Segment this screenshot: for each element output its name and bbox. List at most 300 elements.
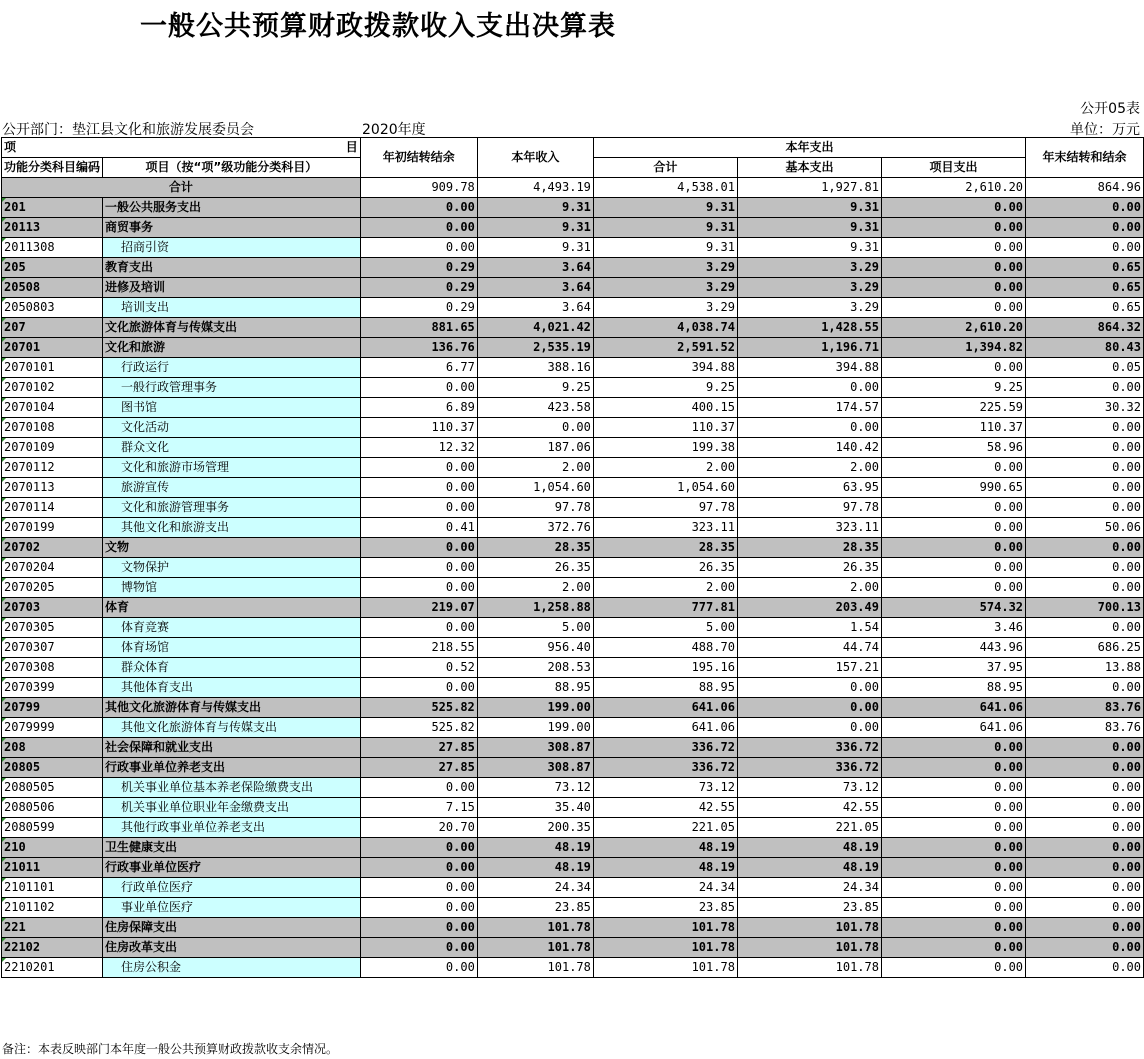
- row-closing: 50.06: [1026, 518, 1144, 538]
- row-total: 26.35: [593, 558, 737, 578]
- row-project: 110.37: [881, 418, 1025, 438]
- row-project: 574.32: [881, 598, 1025, 618]
- row-closing: 0.00: [1026, 898, 1144, 918]
- row-total: 3.29: [593, 298, 737, 318]
- row-name: 体育场馆: [103, 638, 361, 658]
- table-row: [2, 238, 1144, 258]
- row-code: 2080506: [2, 798, 103, 818]
- row-income: 9.25: [477, 378, 593, 398]
- row-opening: 12.32: [360, 438, 477, 458]
- row-opening: 27.85: [360, 738, 477, 758]
- row-opening: 6.89: [360, 398, 477, 418]
- table-row: [2, 578, 1144, 598]
- row-project: 225.59: [881, 398, 1025, 418]
- row-name: 商贸事务: [103, 218, 361, 238]
- row-name: 培训支出: [103, 298, 361, 318]
- table-row: [2, 338, 1144, 358]
- row-project: 0.00: [881, 238, 1025, 258]
- row-income: 3.64: [477, 298, 593, 318]
- row-code: 2070114: [2, 498, 103, 518]
- row-total: 221.05: [593, 818, 737, 838]
- row-name: 群众文化: [103, 438, 361, 458]
- row-basic: 101.78: [737, 918, 881, 938]
- row-name: 文化和旅游管理事务: [103, 498, 361, 518]
- row-code: 20799: [2, 698, 103, 718]
- row-basic: 1.54: [737, 618, 881, 638]
- row-project: 0.00: [881, 858, 1025, 878]
- header-total: 合计: [593, 158, 737, 178]
- row-closing: 83.76: [1026, 718, 1144, 738]
- table-row: [2, 318, 1144, 338]
- table-row: [2, 798, 1144, 818]
- row-income: 3.64: [477, 278, 593, 298]
- row-total: 336.72: [593, 738, 737, 758]
- row-closing: 700.13: [1026, 598, 1144, 618]
- row-name: 其他文化旅游体育与传媒支出: [103, 718, 361, 738]
- row-opening: 0.52: [360, 658, 477, 678]
- row-opening: 0.00: [360, 198, 477, 218]
- row-project: 0.00: [881, 898, 1025, 918]
- table-row: [2, 838, 1144, 858]
- header-expense-group: 本年支出: [593, 138, 1025, 158]
- row-project: 0.00: [881, 838, 1025, 858]
- row-income: 308.87: [477, 738, 593, 758]
- row-code: 2070109: [2, 438, 103, 458]
- row-basic: 323.11: [737, 518, 881, 538]
- row-code: 2070205: [2, 578, 103, 598]
- row-name: 社会保障和就业支出: [103, 738, 361, 758]
- table-row: [2, 598, 1144, 618]
- row-code: 2080505: [2, 778, 103, 798]
- row-code: 2070102: [2, 378, 103, 398]
- row-code: 2070101: [2, 358, 103, 378]
- row-opening: 0.00: [360, 458, 477, 478]
- total-row: [2, 178, 1144, 198]
- footnote: 备注：本表反映部门本年度一般公共预算财政拨款收支余情况。: [2, 1042, 339, 1056]
- row-project: 0.00: [881, 778, 1025, 798]
- row-total: 48.19: [593, 858, 737, 878]
- row-name: 文化和旅游市场管理: [103, 458, 361, 478]
- table-body: [2, 178, 1144, 978]
- row-opening: 0.00: [360, 538, 477, 558]
- row-code: 2070308: [2, 658, 103, 678]
- row-name: 行政运行: [103, 358, 361, 378]
- row-name: 行政单位医疗: [103, 878, 361, 898]
- row-project: 0.00: [881, 278, 1025, 298]
- row-basic: 0.00: [737, 678, 881, 698]
- table-row: [2, 618, 1144, 638]
- row-code: 2011308: [2, 238, 103, 258]
- row-code: 210: [2, 838, 103, 858]
- table-row: [2, 818, 1144, 838]
- row-opening: 0.00: [360, 218, 477, 238]
- row-name: 文化和旅游: [103, 338, 361, 358]
- row-closing: 0.00: [1026, 478, 1144, 498]
- table-row: [2, 678, 1144, 698]
- row-basic: 336.72: [737, 738, 881, 758]
- table-row: [2, 518, 1144, 538]
- row-basic: 0.00: [737, 378, 881, 398]
- row-income: 101.78: [477, 958, 593, 978]
- row-basic: 2.00: [737, 578, 881, 598]
- row-code: 2070204: [2, 558, 103, 578]
- row-income: 101.78: [477, 918, 593, 938]
- row-closing: 0.00: [1026, 198, 1144, 218]
- row-opening: 0.00: [360, 858, 477, 878]
- row-code: 20702: [2, 538, 103, 558]
- row-name: 一般公共服务支出: [103, 198, 361, 218]
- unit-label: 单位：万元: [1070, 122, 1140, 138]
- row-basic: 3.29: [737, 258, 881, 278]
- row-basic: 97.78: [737, 498, 881, 518]
- row-basic: 174.57: [737, 398, 881, 418]
- row-name: 群众体育: [103, 658, 361, 678]
- row-total: 3.29: [593, 278, 737, 298]
- row-code: 2070199: [2, 518, 103, 538]
- row-closing: 864.32: [1026, 318, 1144, 338]
- row-code: 2070305: [2, 618, 103, 638]
- row-opening: 0.29: [360, 278, 477, 298]
- row-total: 48.19: [593, 838, 737, 858]
- row-closing: 0.65: [1026, 298, 1144, 318]
- row-income: 2,535.19: [477, 338, 593, 358]
- row-basic: 48.19: [737, 858, 881, 878]
- header-item: [2, 138, 361, 158]
- row-income: 200.35: [477, 818, 593, 838]
- row-total: 777.81: [593, 598, 737, 618]
- row-code: 221: [2, 918, 103, 938]
- row-basic: 42.55: [737, 798, 881, 818]
- row-code: 20805: [2, 758, 103, 778]
- row-closing: 0.65: [1026, 258, 1144, 278]
- table-row: [2, 538, 1144, 558]
- row-basic: 44.74: [737, 638, 881, 658]
- row-total: 110.37: [593, 418, 737, 438]
- row-basic: 24.34: [737, 878, 881, 898]
- row-name: 其他文化旅游体育与传媒支出: [103, 698, 361, 718]
- row-income: 0.00: [477, 418, 593, 438]
- row-name: 文物保护: [103, 558, 361, 578]
- row-name: 其他体育支出: [103, 678, 361, 698]
- table-row: [2, 258, 1144, 278]
- total-project: 2,610.20: [881, 178, 1025, 198]
- row-project: 3.46: [881, 618, 1025, 638]
- row-name: 教育支出: [103, 258, 361, 278]
- header-basic: 基本支出: [737, 158, 881, 178]
- budget-table: [1, 137, 1144, 978]
- row-project: 990.65: [881, 478, 1025, 498]
- row-opening: 525.82: [360, 718, 477, 738]
- row-total: 195.16: [593, 658, 737, 678]
- row-name: 事业单位医疗: [103, 898, 361, 918]
- table-row: [2, 378, 1144, 398]
- row-opening: 110.37: [360, 418, 477, 438]
- row-basic: 0.00: [737, 698, 881, 718]
- row-basic: 48.19: [737, 838, 881, 858]
- row-name: 文化活动: [103, 418, 361, 438]
- row-closing: 0.00: [1026, 438, 1144, 458]
- row-code: 2070108: [2, 418, 103, 438]
- row-project: 0.00: [881, 798, 1025, 818]
- row-closing: 0.00: [1026, 778, 1144, 798]
- row-code: 2070307: [2, 638, 103, 658]
- row-income: 28.35: [477, 538, 593, 558]
- row-closing: 0.00: [1026, 918, 1144, 938]
- row-income: 199.00: [477, 718, 593, 738]
- row-project: 88.95: [881, 678, 1025, 698]
- row-opening: 136.76: [360, 338, 477, 358]
- row-opening: 0.41: [360, 518, 477, 538]
- total-income: 4,493.19: [477, 178, 593, 198]
- row-code: 20508: [2, 278, 103, 298]
- row-code: 2101102: [2, 898, 103, 918]
- total-expense: 4,538.01: [593, 178, 737, 198]
- row-total: 2.00: [593, 578, 737, 598]
- row-income: 9.31: [477, 198, 593, 218]
- row-income: 956.40: [477, 638, 593, 658]
- row-closing: 83.76: [1026, 698, 1144, 718]
- table-row: [2, 398, 1144, 418]
- row-name: 其他行政事业单位养老支出: [103, 818, 361, 838]
- row-opening: 0.00: [360, 578, 477, 598]
- row-total: 88.95: [593, 678, 737, 698]
- row-name: 文化旅游体育与传媒支出: [103, 318, 361, 338]
- table-row: [2, 558, 1144, 578]
- row-closing: 0.00: [1026, 838, 1144, 858]
- row-income: 423.58: [477, 398, 593, 418]
- row-total: 323.11: [593, 518, 737, 538]
- row-opening: 218.55: [360, 638, 477, 658]
- header-code: 功能分类科目编码: [2, 158, 103, 178]
- row-code: 2210201: [2, 958, 103, 978]
- row-basic: 9.31: [737, 238, 881, 258]
- row-closing: 30.32: [1026, 398, 1144, 418]
- row-basic: 73.12: [737, 778, 881, 798]
- row-total: 5.00: [593, 618, 737, 638]
- row-code: 2101101: [2, 878, 103, 898]
- row-basic: 3.29: [737, 298, 881, 318]
- row-total: 23.85: [593, 898, 737, 918]
- row-total: 9.25: [593, 378, 737, 398]
- row-project: 2,610.20: [881, 318, 1025, 338]
- row-project: 0.00: [881, 358, 1025, 378]
- row-code: 2050803: [2, 298, 103, 318]
- row-opening: 881.65: [360, 318, 477, 338]
- row-name: 机关事业单位基本养老保险缴费支出: [103, 778, 361, 798]
- row-code: 2070112: [2, 458, 103, 478]
- row-opening: 27.85: [360, 758, 477, 778]
- fiscal-year: 2020年度: [362, 122, 426, 138]
- total-opening: 909.78: [360, 178, 477, 198]
- row-name: 机关事业单位职业年金缴费支出: [103, 798, 361, 818]
- row-total: 2,591.52: [593, 338, 737, 358]
- row-closing: 0.00: [1026, 238, 1144, 258]
- row-name: 体育: [103, 598, 361, 618]
- row-opening: 0.00: [360, 938, 477, 958]
- table-row: [2, 458, 1144, 478]
- row-closing: 0.00: [1026, 818, 1144, 838]
- table-row: [2, 698, 1144, 718]
- table-row: [2, 438, 1144, 458]
- row-opening: 0.00: [360, 878, 477, 898]
- row-name: 行政事业单位养老支出: [103, 758, 361, 778]
- row-income: 3.64: [477, 258, 593, 278]
- row-name: 文物: [103, 538, 361, 558]
- row-project: 0.00: [881, 878, 1025, 898]
- row-basic: 9.31: [737, 198, 881, 218]
- row-closing: 0.00: [1026, 418, 1144, 438]
- row-basic: 394.88: [737, 358, 881, 378]
- table-number: 公开05表: [1080, 101, 1140, 117]
- row-basic: 221.05: [737, 818, 881, 838]
- row-opening: 0.00: [360, 838, 477, 858]
- row-total: 641.06: [593, 718, 737, 738]
- row-income: 308.87: [477, 758, 593, 778]
- row-closing: 0.00: [1026, 498, 1144, 518]
- row-project: 0.00: [881, 958, 1025, 978]
- row-code: 2080599: [2, 818, 103, 838]
- table-row: [2, 758, 1144, 778]
- row-closing: 0.00: [1026, 578, 1144, 598]
- row-project: 443.96: [881, 638, 1025, 658]
- total-closing: 864.96: [1026, 178, 1144, 198]
- table-row: [2, 778, 1144, 798]
- table-row: [2, 938, 1144, 958]
- row-total: 488.70: [593, 638, 737, 658]
- row-income: 372.76: [477, 518, 593, 538]
- row-name: 进修及培训: [103, 278, 361, 298]
- row-project: 0.00: [881, 218, 1025, 238]
- row-income: 24.34: [477, 878, 593, 898]
- table-row: [2, 658, 1144, 678]
- row-opening: 0.00: [360, 898, 477, 918]
- row-name: 招商引资: [103, 238, 361, 258]
- row-name: 图书馆: [103, 398, 361, 418]
- row-income: 5.00: [477, 618, 593, 638]
- row-project: 0.00: [881, 198, 1025, 218]
- table-row: [2, 358, 1144, 378]
- row-code: 2070113: [2, 478, 103, 498]
- row-project: 641.06: [881, 698, 1025, 718]
- row-basic: 140.42: [737, 438, 881, 458]
- row-total: 1,054.60: [593, 478, 737, 498]
- row-total: 3.29: [593, 258, 737, 278]
- row-name: 行政事业单位医疗: [103, 858, 361, 878]
- row-basic: 157.21: [737, 658, 881, 678]
- report-title: 一般公共预算财政拨款收入支出决算表: [140, 11, 616, 42]
- row-total: 28.35: [593, 538, 737, 558]
- row-opening: 0.00: [360, 238, 477, 258]
- row-total: 394.88: [593, 358, 737, 378]
- header-project: 项目支出: [881, 158, 1025, 178]
- table-row: [2, 958, 1144, 978]
- header-item-left: 项: [4, 140, 17, 154]
- row-income: 26.35: [477, 558, 593, 578]
- row-name: 卫生健康支出: [103, 838, 361, 858]
- row-opening: 0.00: [360, 478, 477, 498]
- row-total: 24.34: [593, 878, 737, 898]
- row-name: 住房保障支出: [103, 918, 361, 938]
- row-income: 73.12: [477, 778, 593, 798]
- row-closing: 0.00: [1026, 958, 1144, 978]
- row-project: 0.00: [881, 258, 1025, 278]
- row-project: 0.00: [881, 918, 1025, 938]
- row-income: 1,258.88: [477, 598, 593, 618]
- row-opening: 0.00: [360, 378, 477, 398]
- table-row: [2, 718, 1144, 738]
- row-opening: 20.70: [360, 818, 477, 838]
- row-opening: 219.07: [360, 598, 477, 618]
- row-code: 2070399: [2, 678, 103, 698]
- row-opening: 0.00: [360, 498, 477, 518]
- row-income: 2.00: [477, 458, 593, 478]
- row-income: 9.31: [477, 218, 593, 238]
- row-project: 0.00: [881, 558, 1025, 578]
- table-row: [2, 898, 1144, 918]
- row-opening: 7.15: [360, 798, 477, 818]
- row-project: 1,394.82: [881, 338, 1025, 358]
- row-total: 97.78: [593, 498, 737, 518]
- row-opening: 0.29: [360, 258, 477, 278]
- row-total: 641.06: [593, 698, 737, 718]
- row-closing: 0.00: [1026, 558, 1144, 578]
- row-code: 20701: [2, 338, 103, 358]
- row-total: 9.31: [593, 238, 737, 258]
- row-closing: 0.00: [1026, 218, 1144, 238]
- row-total: 101.78: [593, 958, 737, 978]
- table-row: [2, 418, 1144, 438]
- row-closing: 0.00: [1026, 458, 1144, 478]
- row-code: 207: [2, 318, 103, 338]
- total-basic: 1,927.81: [737, 178, 881, 198]
- row-name: 其他文化和旅游支出: [103, 518, 361, 538]
- row-name: 住房改革支出: [103, 938, 361, 958]
- row-closing: 0.05: [1026, 358, 1144, 378]
- row-basic: 23.85: [737, 898, 881, 918]
- row-code: 2070104: [2, 398, 103, 418]
- row-opening: 0.00: [360, 618, 477, 638]
- row-total: 2.00: [593, 458, 737, 478]
- row-closing: 0.00: [1026, 878, 1144, 898]
- row-code: 21011: [2, 858, 103, 878]
- table-row: [2, 498, 1144, 518]
- row-closing: 0.00: [1026, 378, 1144, 398]
- row-basic: 203.49: [737, 598, 881, 618]
- row-income: 2.00: [477, 578, 593, 598]
- row-basic: 0.00: [737, 718, 881, 738]
- row-opening: 6.77: [360, 358, 477, 378]
- row-name: 体育竞赛: [103, 618, 361, 638]
- row-basic: 101.78: [737, 938, 881, 958]
- row-total: 199.38: [593, 438, 737, 458]
- row-total: 73.12: [593, 778, 737, 798]
- row-closing: 0.00: [1026, 938, 1144, 958]
- row-income: 9.31: [477, 238, 593, 258]
- row-income: 187.06: [477, 438, 593, 458]
- row-opening: 525.82: [360, 698, 477, 718]
- row-project: 0.00: [881, 458, 1025, 478]
- header-item-right: 目: [345, 140, 358, 154]
- row-basic: 3.29: [737, 278, 881, 298]
- row-code: 2079999: [2, 718, 103, 738]
- table-row: [2, 218, 1144, 238]
- row-opening: 0.00: [360, 918, 477, 938]
- row-closing: 686.25: [1026, 638, 1144, 658]
- row-basic: 26.35: [737, 558, 881, 578]
- row-closing: 0.00: [1026, 738, 1144, 758]
- row-code: 201: [2, 198, 103, 218]
- row-project: 0.00: [881, 578, 1025, 598]
